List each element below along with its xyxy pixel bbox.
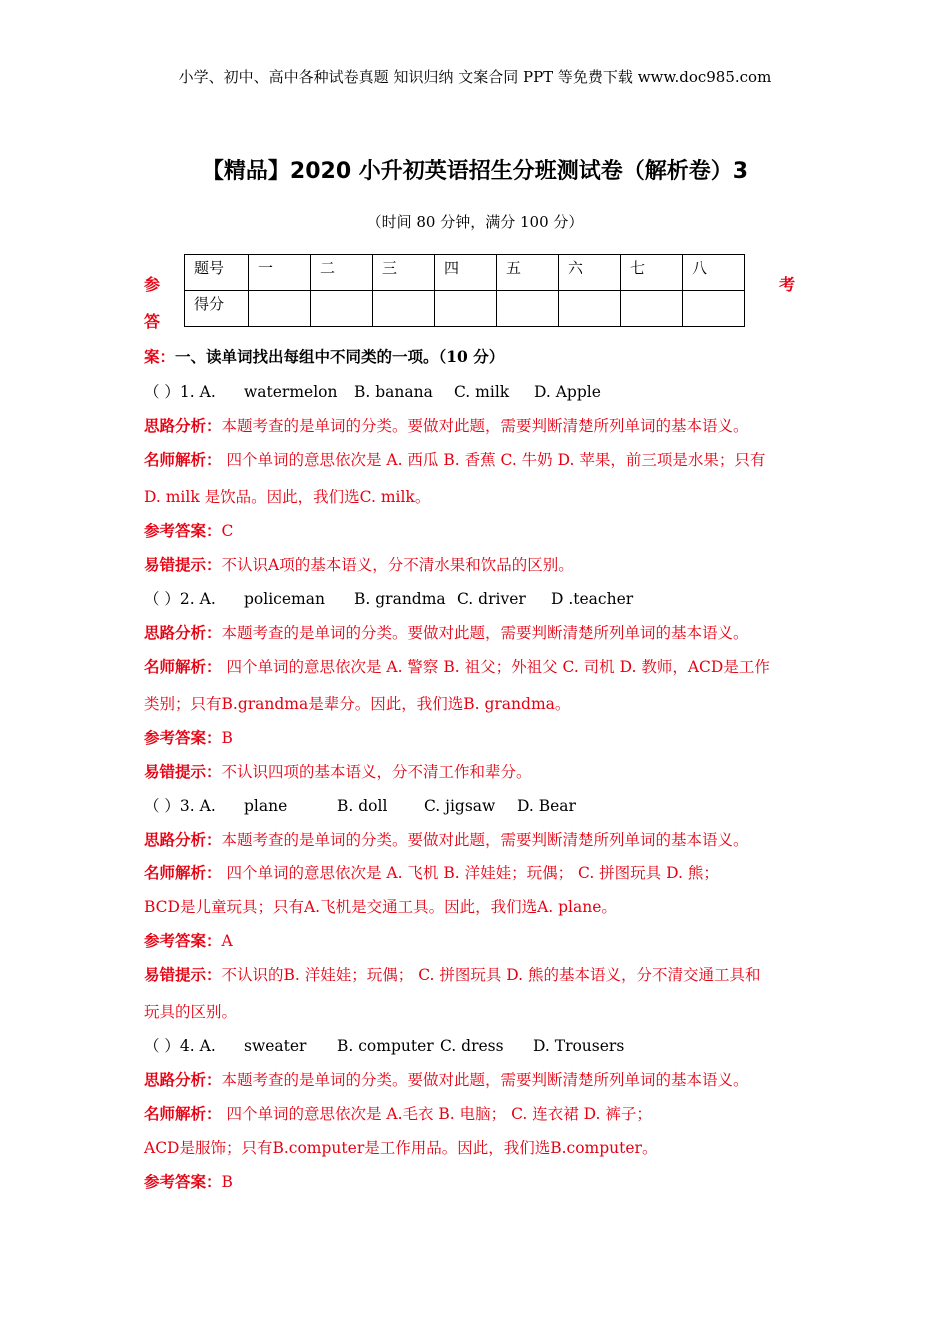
score-cell: [559, 291, 621, 327]
option-c: C. milk: [454, 383, 510, 401]
tip-text-cont: 玩具的区别。: [144, 1003, 238, 1021]
table-cell: 题号: [185, 255, 249, 291]
page-header: 小学、初中、高中各种试卷真题 知识归纳 文案合同 PPT 等免费下载 www.doc985.com: [178, 68, 772, 86]
teacher-label: 名师解析：: [144, 450, 222, 469]
teacher-text-cont: ACD是服饰；只有B.computer是工作用品。因此，我们选B.computer。: [144, 1139, 658, 1157]
answer-line: [144, 519, 233, 541]
table-cell: 七: [621, 255, 683, 291]
side-label-left-1: 参: [144, 275, 161, 294]
teacher-label: 名师解析：: [144, 657, 222, 676]
exam-time-info: （时间 80 分钟，满分 100 分）: [366, 213, 584, 231]
tip-line: [144, 760, 532, 782]
teacher-text-cont: BCD是儿童玩具；只有A.飞机是交通工具。因此，我们选A. plane。: [144, 898, 617, 916]
teacher-line: [144, 655, 770, 677]
section-title: 一、读单词找出每组中不同类的一项。（10 分）: [175, 347, 505, 366]
question-1: [144, 380, 601, 402]
answer-label: 参考答案：: [144, 931, 222, 950]
teacher-text: 四个单词的意思依次是 A. 飞机 B. 洋娃娃；玩偶； C. 拼图玩具 D. 熊；: [221, 864, 719, 882]
answer-line: [144, 1170, 233, 1192]
analysis-text: 本题考查的是单词的分类。要做对此题，需要判断清楚所列单词的基本语义。: [221, 624, 749, 642]
teacher-text: 四个单词的意思依次是 A.毛衣 B. 电脑； C. 连衣裙 D. 裤子；: [221, 1105, 652, 1123]
answer-label: 参考答案：: [144, 521, 222, 540]
table-cell: 得分: [185, 291, 249, 327]
option-a: plane: [244, 797, 288, 815]
tip-line: [144, 553, 574, 575]
option-a: policeman: [244, 590, 325, 608]
score-cell: [311, 291, 373, 327]
teacher-line: [144, 448, 765, 470]
analysis-text: 本题考查的是单词的分类。要做对此题，需要判断清楚所列单词的基本语义。: [221, 417, 749, 435]
option-b: B. grandma: [354, 590, 446, 608]
answer-value: B: [221, 729, 233, 747]
section-prefix: 案：: [144, 347, 176, 366]
teacher-text: 四个单词的意思依次是 A. 西瓜 B. 香蕉 C. 牛奶 D. 苹果，前三项是水果；只有: [221, 451, 766, 469]
table-cell: 八: [683, 255, 745, 291]
question-number: （ ）3. A.: [144, 797, 216, 815]
analysis-label: 思路分析：: [144, 1070, 222, 1089]
score-cell: [435, 291, 497, 327]
score-table-score-row: [185, 291, 745, 327]
table-cell: 二: [311, 255, 373, 291]
answer-label: 参考答案：: [144, 1172, 222, 1191]
score-cell: [373, 291, 435, 327]
question-number: （ ）2. A.: [144, 590, 216, 608]
tip-text: 不认识四项的基本语义，分不清工作和辈分。: [221, 763, 532, 781]
teacher-line: [144, 861, 719, 883]
tip-line: [144, 963, 761, 985]
answer-value: C: [221, 522, 234, 540]
option-b: B. doll: [337, 797, 388, 815]
side-label-right: 考: [779, 275, 796, 294]
tip-label: 易错提示：: [144, 965, 222, 984]
option-b: B. banana: [354, 383, 433, 401]
option-b: B. computer: [337, 1037, 434, 1055]
teacher-text: 四个单词的意思依次是 A. 警察 B. 祖父；外祖父 C. 司机 D. 教师，ACD是工作: [221, 658, 770, 676]
option-c: C. driver: [457, 590, 526, 608]
table-cell: 四: [435, 255, 497, 291]
analysis-label: 思路分析：: [144, 416, 222, 435]
analysis-label: 思路分析：: [144, 623, 222, 642]
option-c: C. dress: [440, 1037, 504, 1055]
option-a: watermelon: [244, 383, 338, 401]
score-cell: [683, 291, 745, 327]
section-heading: [144, 345, 504, 367]
tip-text: 不认识A项的基本语义，分不清水果和饮品的区别。: [221, 556, 574, 574]
teacher-label: 名师解析：: [144, 863, 222, 882]
score-cell: [249, 291, 311, 327]
question-2: [144, 587, 633, 609]
table-cell: 五: [497, 255, 559, 291]
answer-value: A: [221, 932, 233, 950]
question-number: （ ）4. A.: [144, 1037, 216, 1055]
teacher-label: 名师解析：: [144, 1104, 222, 1123]
option-d: D .teacher: [551, 590, 634, 608]
teacher-line: [144, 1102, 652, 1124]
tip-text: 不认识的B. 洋娃娃；玩偶； C. 拼图玩具 D. 熊的基本语义，分不清交通工具和: [221, 966, 761, 984]
answer-line: [144, 726, 233, 748]
answer-label: 参考答案：: [144, 728, 222, 747]
analysis-label: 思路分析：: [144, 830, 222, 849]
analysis-line: [144, 1068, 749, 1090]
score-cell: [497, 291, 559, 327]
score-table-header-row: [185, 255, 745, 291]
analysis-line: [144, 828, 749, 850]
analysis-text: 本题考查的是单词的分类。要做对此题，需要判断清楚所列单词的基本语义。: [221, 831, 749, 849]
answer-line: [144, 929, 233, 951]
answer-value: B: [221, 1173, 233, 1191]
score-cell: [621, 291, 683, 327]
table-cell: 三: [373, 255, 435, 291]
question-3: [144, 794, 576, 816]
side-label-left-2: 答: [144, 312, 161, 331]
page-title: 【精品】2020 小升初英语招生分班测试卷（解析卷）3: [201, 159, 749, 184]
analysis-line: [144, 621, 749, 643]
tip-label: 易错提示：: [144, 762, 222, 781]
option-d: D. Bear: [517, 797, 576, 815]
question-number: （ ）1. A.: [144, 383, 216, 401]
table-cell: 六: [559, 255, 621, 291]
table-cell: 一: [249, 255, 311, 291]
analysis-line: [144, 414, 749, 436]
teacher-text-cont: 类别；只有B.grandma是辈分。因此，我们选B. grandma。: [144, 695, 571, 713]
option-a: sweater: [244, 1037, 307, 1055]
teacher-text-cont: D. milk 是饮品。因此，我们选C. milk。: [144, 488, 431, 506]
question-4: [144, 1034, 624, 1056]
option-d: D. Apple: [534, 383, 601, 401]
option-c: C. jigsaw: [424, 797, 496, 815]
tip-label: 易错提示：: [144, 555, 222, 574]
option-d: D. Trousers: [533, 1037, 625, 1055]
score-table: [184, 254, 745, 327]
analysis-text: 本题考查的是单词的分类。要做对此题，需要判断清楚所列单词的基本语义。: [221, 1071, 749, 1089]
